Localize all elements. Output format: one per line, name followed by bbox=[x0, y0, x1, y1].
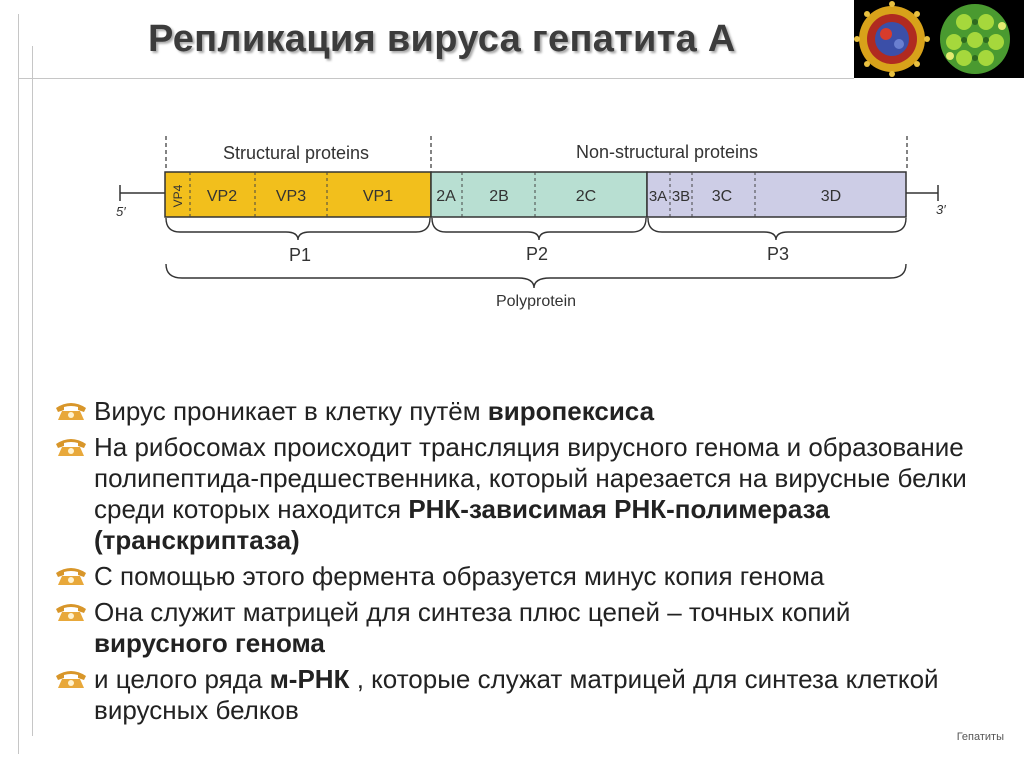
polyprotein-label: Polyprotein bbox=[495, 293, 577, 310]
virus-particle-icon bbox=[854, 1, 930, 77]
telephone-icon bbox=[54, 436, 88, 458]
bullet-text: С помощью этого фермента образуется минус копия генома bbox=[94, 561, 825, 591]
bullet-bold: м-РНК bbox=[269, 664, 350, 694]
virus-capsid-icon bbox=[940, 4, 1010, 74]
bullet-item bbox=[54, 432, 984, 556]
region-p2: P2 bbox=[525, 244, 549, 264]
segment-3b: 3B bbox=[671, 188, 691, 205]
frame-hline-top bbox=[18, 78, 854, 79]
bullet-text: На рибосомах происходит трансляция вирусного генома и образование полипептида-предшественника, который нарезается на вирусные белки среди которых находится bbox=[94, 432, 967, 524]
telephone-icon bbox=[54, 400, 88, 422]
bullet-item bbox=[54, 396, 984, 427]
segment-3c: 3C bbox=[711, 188, 733, 205]
genome-diagram bbox=[110, 128, 960, 323]
bullet-text: и целого ряда bbox=[94, 664, 270, 694]
telephone-icon bbox=[54, 601, 88, 623]
three-prime-label: 3′ bbox=[936, 202, 946, 217]
telephone-icon bbox=[54, 565, 88, 587]
segment-2c: 2C bbox=[575, 188, 597, 205]
bullet-tail: , которые служат матрицей для синтеза клеткой вирусных белков bbox=[94, 664, 939, 725]
segment-vp4: VP4 bbox=[171, 184, 185, 208]
segment-2a: 2A bbox=[436, 188, 456, 205]
region-p3: P3 bbox=[766, 244, 790, 264]
bullet-list bbox=[54, 396, 984, 731]
bullet-bold: РНК-зависимая РНК-полимераза (транскриптаза) bbox=[94, 494, 830, 555]
frame-vline-inner bbox=[32, 46, 33, 736]
bullet-text: Она служит матрицей для синтеза плюс цепей – точных копий bbox=[94, 597, 851, 627]
segment-3a: 3A bbox=[648, 188, 668, 205]
telephone-icon bbox=[54, 668, 88, 690]
bullet-text: Вирус проникает в клетку путём bbox=[94, 396, 488, 426]
segment-vp3: VP3 bbox=[275, 188, 307, 205]
nonstructural-proteins-label: Non-structural proteins bbox=[575, 142, 759, 162]
frame-vline-left bbox=[18, 14, 19, 754]
slide-footer: Гепатиты bbox=[956, 731, 1004, 743]
slide-title: Репликация вируса гепатита А bbox=[148, 18, 736, 60]
region-p1: P1 bbox=[288, 245, 312, 265]
structural-proteins-label: Structural proteins bbox=[222, 143, 370, 163]
virus-images bbox=[854, 0, 1024, 78]
bullet-bold: виропексиса bbox=[487, 396, 655, 426]
segment-2b: 2B bbox=[489, 188, 509, 205]
bullet-bold: вирусного генома bbox=[94, 628, 325, 658]
bullet-item bbox=[54, 597, 984, 659]
segment-vp1: VP1 bbox=[362, 188, 394, 205]
bullet-item bbox=[54, 561, 984, 592]
bullet-item bbox=[54, 664, 984, 726]
segment-3d: 3D bbox=[820, 188, 842, 205]
segment-vp2: VP2 bbox=[206, 188, 238, 205]
five-prime-label: 5′ bbox=[116, 204, 126, 219]
p2-block bbox=[431, 172, 647, 217]
